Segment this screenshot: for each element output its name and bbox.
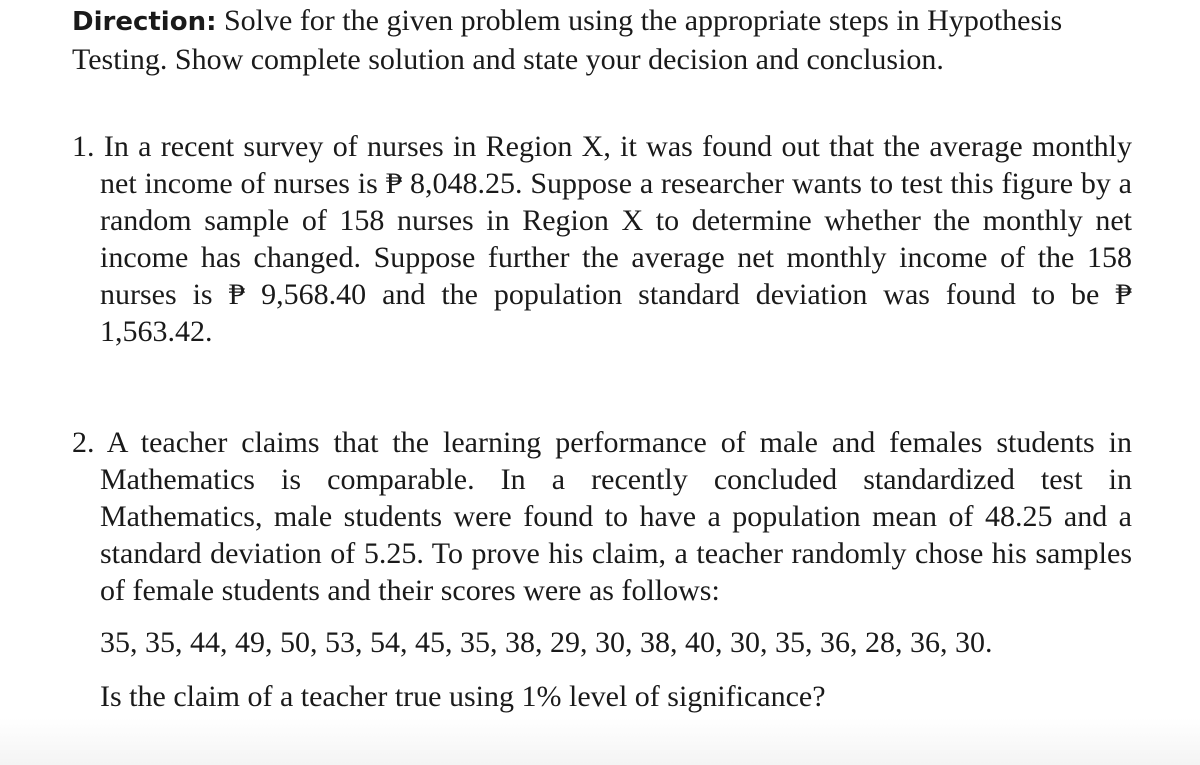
problem-2 — [72, 424, 1132, 609]
problem-1-text: 1. In a recent survey of nurses in Region X, it was found out that the average monthly net income of nurses is ₱ 8,048.25. Suppose a researcher wants to test this figure by a random sample of 158 nurses in Region X to determine whether the monthly net income has changed. Suppose further the average net monthly income of the 158 nurses is ₱ 9,568.40 and the population standard deviation was found to be ₱ 1,563.42. — [72, 130, 1132, 348]
page-bottom-shade — [0, 718, 1200, 765]
problem-1 — [72, 128, 1132, 350]
direction-paragraph — [72, 2, 1132, 78]
problem-2-scores: 35, 35, 44, 49, 50, 53, 54, 45, 35, 38, 29, 30, 38, 40, 30, 35, 36, 28, 36, 30. — [100, 626, 993, 659]
direction-text: Solve for the given problem using the appropriate steps in Hypothesis Testing. Show complete solution and state your decision and conclusion. — [72, 4, 1063, 76]
problem-2-text: 2. A teacher claims that the learning performance of male and females students in Mathematics is comparable. In a recently concluded standardized test in Mathematics, male students were found to have a population mean of 48.25 and a standard deviation of 5.25. To prove his claim, a teacher randomly chose his samples of female students and their scores were as follows: — [72, 426, 1132, 607]
problem-2-question: Is the claim of a teacher true using 1% level of significance? — [100, 680, 826, 713]
direction-label: Direction: — [72, 7, 217, 37]
